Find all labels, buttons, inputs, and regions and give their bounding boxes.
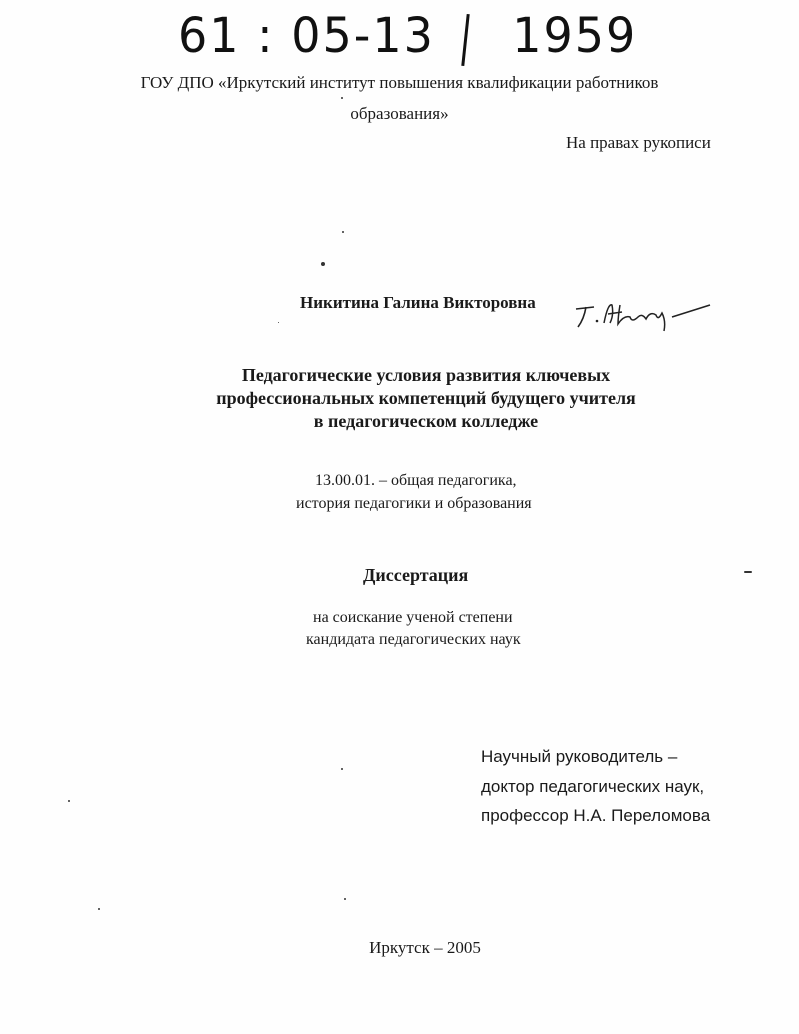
shelfmark-left: 61 : 05-13 [178, 6, 435, 64]
handwritten-shelfmark [178, 7, 637, 64]
scan-speck [344, 898, 346, 900]
title-line-1: Педагогические условия развития ключевых [241, 365, 611, 385]
specialty-line-1: 13.00.01. – общая педагогика, [315, 472, 517, 489]
author-name: Никитина Галина Викторовна [300, 293, 536, 312]
scan-speck [278, 322, 279, 323]
document-type: Диссертация [363, 565, 469, 585]
degree-line-2: кандидата педагогических наук [306, 631, 521, 648]
supervisor-line-2: доктор педагогических наук, [481, 777, 705, 796]
author-signature [572, 297, 712, 333]
scan-speck [341, 768, 343, 770]
scan-speck [342, 231, 344, 233]
scan-speck [341, 97, 343, 99]
shelfmark-right: 1959 [512, 6, 638, 64]
scan-speck [321, 262, 325, 266]
specialty-line-2: история педагогики и образования [296, 495, 532, 512]
degree-line-1: на соискание ученой степени [313, 609, 513, 626]
supervisor-line-3: профессор Н.А. Переломова [481, 806, 711, 825]
scan-speck [744, 571, 752, 573]
rights-note: На правах рукописи [566, 133, 711, 152]
place-and-year: Иркутск – 2005 [369, 938, 481, 957]
institution-line-1: ГОУ ДПО «Иркутский институт повышения квалификации работников [140, 73, 659, 92]
title-line-2: профессиональных компетенций будущего учителя [216, 388, 636, 408]
title-line-3: в педагогическом колледже [313, 411, 539, 431]
institution-line-2: образования» [350, 104, 449, 123]
supervisor-line-1: Научный руководитель – [481, 747, 678, 766]
scan-speck [68, 800, 70, 802]
scan-speck [98, 908, 100, 910]
